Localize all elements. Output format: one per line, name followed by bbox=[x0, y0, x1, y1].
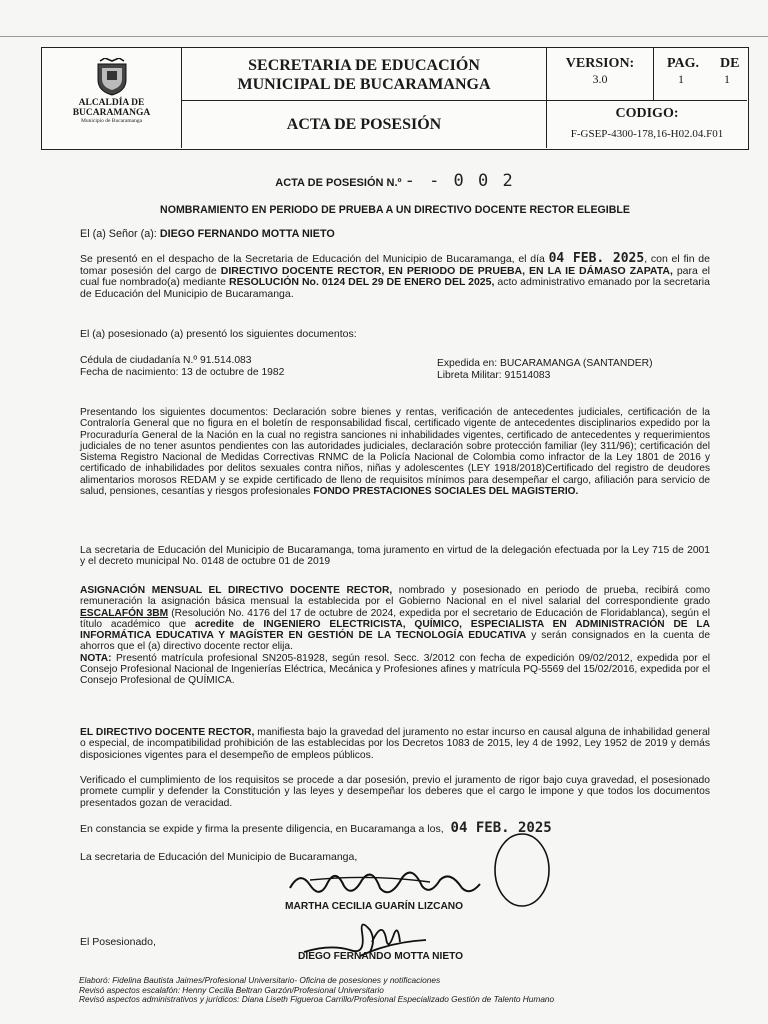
code-label: CODIGO: bbox=[615, 106, 679, 121]
issued-in: Expedida en: BUCARAMANGA (SANTANDER) bbox=[437, 358, 653, 369]
cedula: Cédula de ciudadanía N.º 91.514.083 bbox=[80, 355, 252, 366]
p1-date-handwritten: 04 FEB. 2025 bbox=[548, 251, 645, 266]
salutation-label: El (a) Señor (a): bbox=[80, 228, 157, 240]
version-value: 3.0 bbox=[592, 72, 608, 86]
presentation-paragraph bbox=[80, 253, 710, 300]
footer-elaboro: Elaboró: Fidelina Bautista Jaimes/Profesional Universitario- Oficina de posesiones y notificaciones bbox=[79, 975, 441, 985]
p4-escalafon: ESCALAFÓN 3BM bbox=[80, 607, 169, 619]
closing-text: En constancia se expide y firma la presente diligencia, en Bucaramanga a los, bbox=[80, 823, 444, 835]
p1-dia: día bbox=[530, 253, 545, 265]
p5-heading: EL DIRECTIVO DOCENTE RECTOR, bbox=[80, 727, 255, 738]
secretary-label: La secretaria de Educación del Municipio de Bucaramanga, bbox=[80, 851, 358, 863]
acta-title-cell bbox=[182, 101, 547, 148]
p4-text-a: nombrado y posesionado en periodo de prueba, recibirá como remuneración la asignación básica mensual la establecida por el Gobierno Nacional en el nivel salarial del correspondiente grado bbox=[80, 585, 710, 608]
page-cell bbox=[654, 48, 747, 101]
documents-intro: El (a) posesionado (a) presentó los siguientes documentos: bbox=[80, 328, 357, 340]
possessed-label: El Posesionado, bbox=[80, 936, 156, 948]
document-header bbox=[41, 47, 749, 150]
acta-title: ACTA DE POSESIÓN bbox=[286, 115, 442, 133]
p2-text: Presentando los siguientes documentos: Declaración sobre bienes y rentas, verificación de antecedentes judiciales, certificación de la Contraloría General que no figura en el boletín de responsabilidad fiscal, certificado vigente de antecedentes disciplinarios expedido por la Procuraduría General de la Nación en la cual no registra sanciones ni inhabilidades vigentes, certificado de antecedentes y requerimientos judiciales de no tener asuntos pendientes con las autoridades judiciales, declaración sobre protección familiar (ley 311/96); certificación del Sistema Registro Nacional de Medidas Correctivas RNMC de la Policía Nacional de Colombia como infractor de la Ley 1801 de 2016 y certificado de inhabilidades por delitos sexuales contra niños, niñas y adolescentes (LEY 1918/2018)Certificado del registro de deudores alimentarios morosos REDAM y se expide certificado de lleno de requisitos mínimos para desempeñar el cargo, afiliación para servicio de salud, pensiones, cesantías y riesgos profesionales bbox=[80, 407, 710, 498]
acta-number-line bbox=[80, 171, 710, 191]
acta-number-label: ACTA DE POSESIÓN N.º bbox=[275, 177, 402, 189]
salary-paragraph bbox=[80, 585, 710, 687]
footer-credits bbox=[79, 976, 689, 1005]
code-cell bbox=[547, 101, 747, 148]
p4-nota-text: Presentó matrícula profesional SN205-81928, según resol. Secc. 3/2012 con fecha de expedición 09/02/2012, expedida por el Consejo Profesional Nacional de Ingenierías Eléctrica, Mecánica y Profesiones afines y matrícula PQ-5569 del 15/02/2016, expedida por el Consejo Profesional de QUÍMICA. bbox=[80, 652, 710, 687]
version-cell bbox=[547, 48, 654, 101]
possessed-name: DIEGO FERNANDO MOTTA NIETO bbox=[298, 951, 464, 962]
logo-cell bbox=[42, 48, 182, 148]
p4-heading: ASIGNACIÓN MENSUAL EL DIRECTIVO DOCENTE RECTOR, bbox=[80, 585, 393, 596]
salutation bbox=[80, 229, 710, 240]
p2-fondo: FONDO PRESTACIONES SOCIALES DEL MAGISTERIO. bbox=[313, 486, 579, 498]
scan-top-line bbox=[0, 36, 768, 37]
p1-cargo: DIRECTIVO DOCENTE RECTOR, bbox=[220, 264, 385, 277]
oath-paragraph: La secretaria de Educación del Municipio de Bucaramanga, toma juramento en virtud de la delegación efectuada por la Ley 715 de 2001 y el decreto municipal No. 0148 de octubre 01 de 2019 bbox=[80, 545, 710, 568]
p4-nota-label: NOTA: bbox=[80, 652, 112, 664]
p1-line1: Se presentó en el despacho de la Secretaria de Educación del Municipio de Bucaramanga, el bbox=[80, 253, 527, 265]
birth-date: Fecha de nacimiento: 13 de octubre de 1982 bbox=[80, 367, 285, 378]
institution-title-line1: SECRETARIA DE EDUCACIÓN bbox=[248, 57, 480, 74]
p4-titles: acredite de INGENIERO ELECTRICISTA, QUÍMICO, ESPECIALISTA EN ADMINISTRACIÓN DE LA INFORMÁTICA EDUCATIVA Y MAGÍSTER EN GESTIÓN DE LA TECNOLOGÍA EDUCATIVA bbox=[80, 618, 710, 642]
footer-reviso-juridico: Revisó aspectos administrativos y jurídicos: Diana Liseth Figueroa Carrillo/Profesional Especializado Gestión de Talento Humano bbox=[79, 994, 555, 1005]
p1-line4: acto administrativo emanado por la secretaria de Educación del Municipio bbox=[80, 276, 710, 300]
version-label: VERSION: bbox=[565, 56, 635, 71]
of-label: DE bbox=[720, 56, 740, 71]
p5-text: manifiesta bajo la gravedad del juramento no estar incurso en causal alguna de inhabilidad general o especial, de incompatibilidad prohibición de las establecidas por los Decretos 1083 de 2015, ley 4 de 1992, Ley 1952 de 2019 y demás disposiciones vigentes para el desempeño de empleos públicos. bbox=[80, 727, 710, 761]
acta-number-value: - - 0 0 2 bbox=[404, 171, 515, 191]
logo-text-line1: ALCALDÍA DE bbox=[78, 98, 145, 108]
page-value: 1 bbox=[678, 72, 684, 86]
possession-paragraph: Verificado el cumplimiento de los requisitos se procede a dar posesión, previo el juramento de rigor bajo cuya gravedad, el posesionado promete cumplir y defender la Constitución y las leyes y desempeñar los deberes que el cargo le impone y que todos los documentos presentados gozan de veracidad. bbox=[80, 775, 710, 809]
p1-resolucion-number: No. 0124 DEL 29 DE ENERO DEL 2025, bbox=[301, 276, 495, 289]
salutation-name: DIEGO FERNANDO MOTTA NIETO bbox=[159, 228, 335, 240]
of-value: 1 bbox=[724, 72, 730, 86]
p1-line3: para el cual fue nombrado(a) mediante bbox=[80, 264, 711, 289]
footer-reviso-escalafon: Revisó aspectos escalafón: Henny Cecilia Beltran Garzón/Profesional Universitario bbox=[79, 984, 384, 995]
p1-periodo: EN PERIODO DE PRUEBA, EN LA IE DÁMASO ZAPATA, bbox=[388, 264, 673, 277]
secretary-signature-icon bbox=[280, 830, 550, 910]
p1-line5: de Bucaramanga. bbox=[210, 287, 294, 300]
institution-title-cell bbox=[182, 48, 547, 101]
page-label: PAG. bbox=[667, 56, 700, 71]
p1-resolucion: RESOLUCIÓN bbox=[228, 276, 299, 289]
p4-text-c: y serán consignados en la cuenta de ahorros que el (a) directivo docente rector elija. bbox=[80, 630, 710, 653]
military-card: Libreta Militar: 91514083 bbox=[437, 370, 551, 381]
code-value: F-GSEP-4300-178,16-H02.04.F01 bbox=[570, 128, 724, 140]
closing-date-handwritten: 04 FEB. 2025 bbox=[450, 820, 552, 836]
acta-subtitle: NOMBRAMIENTO EN PERIODO DE PRUEBA A UN DIRECTIVO DOCENTE RECTOR ELEGIBLE bbox=[160, 204, 630, 216]
logo-text-line2: BUCARAMANGA bbox=[72, 108, 151, 118]
documents-paragraph bbox=[80, 407, 710, 497]
secretary-name: MARTHA CECILIA GUARÍN LIZCANO bbox=[285, 901, 464, 912]
p1-line2: , con el fin de tomar posesión del cargo de bbox=[80, 253, 710, 277]
logo-text-line3: Municipio de Bucaramanga bbox=[80, 118, 143, 124]
p4-text-b: (Resolución No. 4176 del 17 de octubre de 2024, expedida por el secretario de Educación de Floridablanca), según el título académico que bbox=[80, 607, 710, 630]
institution-title-line2: MUNICIPAL DE BUCARAMANGA bbox=[237, 76, 491, 93]
coat-of-arms-icon bbox=[94, 58, 130, 96]
declaration-paragraph bbox=[80, 727, 710, 761]
